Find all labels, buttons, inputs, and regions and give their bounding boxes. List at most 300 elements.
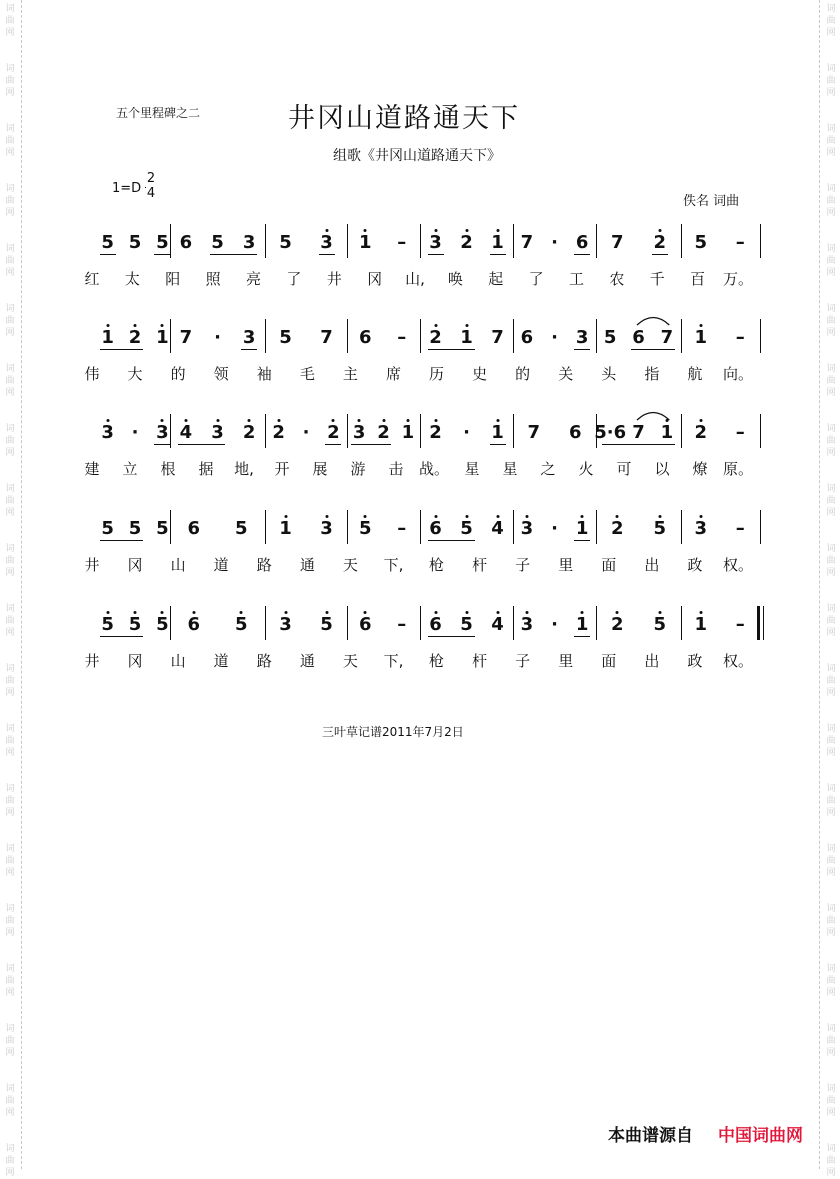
octave-dot <box>106 611 109 614</box>
watermark-char: 词 <box>5 904 15 914</box>
watermark-char: 网 <box>5 688 15 698</box>
jianpu-note: 6 <box>632 327 645 348</box>
jianpu-note: 2 <box>128 327 142 348</box>
watermark-char: 词 <box>5 484 15 494</box>
bar-line <box>681 319 682 353</box>
underline-beat <box>490 444 506 445</box>
bar-line <box>420 510 421 544</box>
lyric-syllable: 燎 <box>692 460 708 478</box>
jianpu-note: 5 <box>653 518 667 539</box>
watermark-char: 网 <box>5 28 15 38</box>
watermark-char: 曲 <box>5 856 15 866</box>
lyric-syllable: 天 <box>342 556 358 574</box>
octave-dot <box>699 515 702 518</box>
watermark-char: 网 <box>826 988 836 998</box>
jianpu-note: 2 <box>327 422 340 443</box>
watermark-char: 曲 <box>826 16 836 26</box>
watermark-char: 网 <box>5 808 15 818</box>
watermark-char: 词 <box>826 4 836 14</box>
lyric-syllable: 以 <box>654 460 670 478</box>
lyric-syllable: 星 <box>502 460 518 478</box>
bar-line <box>760 224 761 258</box>
watermark-char: 曲 <box>826 796 836 806</box>
lyric-syllable: 道 <box>213 652 229 670</box>
watermark-char: 网 <box>826 568 836 578</box>
underline-beat <box>490 254 506 255</box>
underline-beat <box>100 254 116 255</box>
jianpu-note: 2 <box>242 422 256 443</box>
jianpu-note: 5 <box>653 614 667 635</box>
lyric-syllable: 历 <box>429 365 445 383</box>
jianpu-note: 3 <box>352 422 366 443</box>
dot-note: · <box>551 614 558 635</box>
lyric-syllable: 冈 <box>127 652 143 670</box>
dash-note: – <box>735 518 745 539</box>
octave-dot <box>364 229 367 232</box>
underline-beat <box>178 444 226 445</box>
lyric-syllable: 太 <box>124 270 140 288</box>
underline-beat <box>100 636 143 637</box>
watermark-char: 曲 <box>826 196 836 206</box>
octave-dot <box>284 515 287 518</box>
dot-note: · <box>551 327 558 348</box>
lyric-syllable: 战。 <box>418 460 450 478</box>
octave-dot <box>496 611 499 614</box>
lyric-syllable: 阳 <box>165 270 181 288</box>
lyric-syllable: 地, <box>234 460 254 478</box>
lyric-syllable: 可 <box>616 460 632 478</box>
credit-label: 佚名 词曲 <box>683 194 740 209</box>
watermark-char: 曲 <box>826 316 836 326</box>
lyric-syllable: 头 <box>601 365 617 383</box>
jianpu-note: 3 <box>242 232 256 253</box>
dash-note: – <box>735 614 745 635</box>
bar-line <box>596 606 597 640</box>
lyric-syllable: 席 <box>385 365 401 383</box>
jianpu-note: 5 <box>358 518 372 539</box>
watermark-char: 网 <box>826 1108 836 1118</box>
watermark-char: 词 <box>826 604 836 614</box>
song-title: 井冈山道路通天下 <box>288 103 520 134</box>
lyric-syllable: 主 <box>342 365 358 383</box>
bar-line <box>420 606 421 640</box>
bar-line <box>265 414 266 448</box>
jianpu-note: 3 <box>101 422 114 443</box>
jianpu-note: 5 <box>101 614 114 635</box>
jianpu-note: 5·6 <box>594 422 627 443</box>
dash-note: – <box>397 518 407 539</box>
jianpu-note: 2 <box>429 327 442 348</box>
watermark-char: 网 <box>5 268 15 278</box>
jianpu-note: 5 <box>156 614 169 635</box>
underline-beat <box>319 254 335 255</box>
bar-line <box>420 319 421 353</box>
watermark-char: 词 <box>826 1024 836 1034</box>
lyric-syllable: 通 <box>299 556 315 574</box>
octave-dot <box>465 515 468 518</box>
watermark-char: 网 <box>5 208 15 218</box>
lyric-syllable: 了 <box>286 270 302 288</box>
bar-line <box>265 510 266 544</box>
jianpu-note: 6 <box>187 518 201 539</box>
underline-beat <box>574 636 590 637</box>
lyric-syllable: 里 <box>558 556 574 574</box>
watermark-char: 曲 <box>826 496 836 506</box>
lyric-syllable: 伟 <box>84 365 100 383</box>
watermark-char: 曲 <box>826 136 836 146</box>
watermark-char: 曲 <box>826 556 836 566</box>
octave-dot <box>496 229 499 232</box>
song-subtitle: 组歌《井冈山道路通天下》 <box>333 148 501 164</box>
watermark-char: 曲 <box>826 76 836 86</box>
watermark-char: 网 <box>826 388 836 398</box>
dash-note: – <box>735 232 745 253</box>
left-margin-strip <box>0 0 22 1178</box>
lyric-syllable: 了 <box>528 270 544 288</box>
jianpu-note: 6 <box>358 327 372 348</box>
octave-dot <box>581 611 584 614</box>
underline-beat <box>602 444 675 445</box>
jianpu-note: 5 <box>603 327 617 348</box>
lyric-syllable: 起 <box>488 270 504 288</box>
bar-line <box>596 510 597 544</box>
bar-line <box>513 606 514 640</box>
watermark-char: 曲 <box>826 616 836 626</box>
jianpu-note: 7 <box>632 422 645 443</box>
watermark-char: 网 <box>5 628 15 638</box>
dot-note: · <box>131 422 139 443</box>
watermark-char: 曲 <box>5 616 15 626</box>
watermark-char: 曲 <box>5 796 15 806</box>
jianpu-note: 7 <box>491 327 504 348</box>
jianpu-note: 6 <box>358 614 372 635</box>
jianpu-note: 7 <box>179 327 193 348</box>
lyric-syllable: 冈 <box>127 556 143 574</box>
jianpu-note: 1 <box>660 422 674 443</box>
jianpu-note: 3 <box>520 518 534 539</box>
watermark-char: 词 <box>826 544 836 554</box>
octave-dot <box>616 611 619 614</box>
underline-beat <box>351 444 391 445</box>
jianpu-note: 2 <box>429 422 442 443</box>
octave-dot <box>240 611 243 614</box>
underline-beat <box>652 254 668 255</box>
lyric-syllable: 立 <box>122 460 138 478</box>
underline-beat <box>428 254 444 255</box>
lyric-syllable: 开 <box>274 460 290 478</box>
watermark-char: 词 <box>5 664 15 674</box>
octave-dot <box>525 515 528 518</box>
lyric-syllable: 星 <box>464 460 480 478</box>
watermark-char: 词 <box>826 904 836 914</box>
jianpu-note: 5 <box>101 232 114 253</box>
watermark-char: 词 <box>5 1024 15 1034</box>
underline-beat <box>210 254 258 255</box>
bar-line <box>681 224 682 258</box>
watermark-char: 词 <box>5 964 15 974</box>
watermark-char: 词 <box>826 964 836 974</box>
jianpu-note: 5 <box>460 614 473 635</box>
lyric-syllable: 面 <box>601 556 617 574</box>
watermark-char: 词 <box>826 1084 836 1094</box>
watermark-char: 曲 <box>826 676 836 686</box>
brand-label: 中国词曲网 <box>718 1126 803 1146</box>
lyric-syllable: 通 <box>299 652 315 670</box>
octave-dot <box>658 611 661 614</box>
jianpu-note: 5 <box>460 518 473 539</box>
jianpu-note: 1 <box>575 614 589 635</box>
watermark-char: 曲 <box>5 556 15 566</box>
lyric-syllable: 枪 <box>429 556 445 574</box>
watermark-char: 词 <box>5 544 15 554</box>
jianpu-note: 4 <box>491 518 504 539</box>
lyric-syllable: 井 <box>84 652 100 670</box>
watermark-char: 词 <box>5 1144 15 1154</box>
octave-dot <box>161 324 164 327</box>
jianpu-note: 5 <box>211 232 224 253</box>
watermark-char: 网 <box>5 1168 15 1178</box>
lyric-syllable: 毛 <box>299 365 315 383</box>
jianpu-note: 3 <box>575 327 589 348</box>
watermark-char: 网 <box>826 208 836 218</box>
watermark-char: 网 <box>5 928 15 938</box>
jianpu-note: 3 <box>320 232 333 253</box>
watermark-char: 曲 <box>5 976 15 986</box>
dash-note: – <box>397 327 407 348</box>
bar-line <box>347 414 348 448</box>
watermark-char: 曲 <box>826 1036 836 1046</box>
watermark-char: 词 <box>826 724 836 734</box>
watermark-char: 网 <box>5 568 15 578</box>
bar-line <box>513 414 514 448</box>
jianpu-note: 6 <box>179 232 193 253</box>
jianpu-note: 3 <box>429 232 442 253</box>
jianpu-note: 2 <box>653 232 667 253</box>
bar-line <box>347 224 348 258</box>
left-dashed-line <box>21 0 22 1169</box>
jianpu-note: 5 <box>156 518 169 539</box>
right-dashed-line <box>819 0 820 1169</box>
dot-note: · <box>302 422 310 443</box>
jianpu-note: 2 <box>460 232 473 253</box>
underline-beat <box>574 254 590 255</box>
watermark-char: 曲 <box>5 76 15 86</box>
watermark-char: 网 <box>5 448 15 458</box>
octave-dot <box>216 419 219 422</box>
lyric-syllable: 政 <box>687 556 703 574</box>
lyric-syllable: 火 <box>578 460 594 478</box>
bar-line <box>760 319 761 353</box>
watermark-char: 词 <box>5 364 15 374</box>
watermark-char: 网 <box>5 508 15 518</box>
lyric-syllable: 路 <box>256 556 272 574</box>
octave-dot <box>465 611 468 614</box>
lyric-syllable: 亮 <box>245 270 262 288</box>
lyric-syllable: 农 <box>609 270 625 288</box>
watermark-char: 网 <box>5 88 15 98</box>
octave-dot <box>134 324 137 327</box>
bar-line <box>170 510 171 544</box>
watermark-char: 词 <box>826 244 836 254</box>
bar-line <box>596 319 597 353</box>
jianpu-note: 5 <box>101 518 114 539</box>
octave-dot <box>465 324 468 327</box>
slur-arc <box>636 314 670 326</box>
bar-line <box>347 510 348 544</box>
watermark-char: 曲 <box>5 436 15 446</box>
octave-dot <box>525 611 528 614</box>
watermark-char: 词 <box>826 844 836 854</box>
watermark-char: 网 <box>826 1168 836 1178</box>
octave-dot <box>184 419 187 422</box>
underline-beat <box>325 444 341 445</box>
watermark-char: 曲 <box>5 196 15 206</box>
jianpu-note: 1 <box>575 518 589 539</box>
watermark-char: 曲 <box>826 976 836 986</box>
lyric-syllable: 领 <box>213 365 229 383</box>
lyric-syllable: 据 <box>198 460 214 478</box>
lyric-syllable: 的 <box>170 365 186 383</box>
watermark-char: 网 <box>826 508 836 518</box>
lyric-syllable: 山, <box>405 270 425 288</box>
jianpu-note: 4 <box>179 422 193 443</box>
watermark-char: 曲 <box>826 436 836 446</box>
watermark-char: 词 <box>826 304 836 314</box>
bar-line <box>596 224 597 258</box>
octave-dot <box>496 515 499 518</box>
dash-note: – <box>397 232 407 253</box>
jianpu-note: 1 <box>694 614 708 635</box>
bar-line <box>681 606 682 640</box>
watermark-char: 词 <box>5 844 15 854</box>
jianpu-note: 5 <box>128 518 142 539</box>
jianpu-note: 3 <box>211 422 224 443</box>
lyric-syllable: 出 <box>644 556 660 574</box>
lyric-syllable: 井 <box>84 556 100 574</box>
underline-beat <box>154 444 170 445</box>
dash-note: – <box>735 422 745 443</box>
watermark-char: 词 <box>826 364 836 374</box>
lyric-syllable: 山 <box>170 652 186 670</box>
lyric-syllable: 游 <box>350 460 366 478</box>
watermark-char: 曲 <box>826 256 836 266</box>
bar-line <box>265 606 266 640</box>
jianpu-note: 5 <box>128 614 142 635</box>
octave-dot <box>581 515 584 518</box>
watermark-char: 词 <box>826 424 836 434</box>
lyric-syllable: 杆 <box>472 556 488 574</box>
octave-dot <box>161 611 164 614</box>
dot-note: · <box>214 327 221 348</box>
lyric-syllable: 井 <box>326 270 342 288</box>
time-top: 2 <box>146 171 156 186</box>
jianpu-note: 3 <box>156 422 169 443</box>
watermark-char: 曲 <box>826 1096 836 1106</box>
watermark-char: 网 <box>826 28 836 38</box>
watermark-char: 网 <box>826 808 836 818</box>
watermark-char: 词 <box>5 424 15 434</box>
octave-dot <box>134 611 137 614</box>
bar-line <box>420 224 421 258</box>
jianpu-note: 7 <box>660 327 674 348</box>
watermark-char: 词 <box>5 1084 15 1094</box>
jianpu-note: 1 <box>401 422 415 443</box>
right-margin-strip <box>818 0 840 1178</box>
jianpu-note: 7 <box>610 232 624 253</box>
lyric-syllable: 出 <box>644 652 660 670</box>
octave-dot <box>364 611 367 614</box>
octave-dot <box>496 419 499 422</box>
bar-line <box>760 510 761 544</box>
watermark-char: 曲 <box>826 376 836 386</box>
source-label: 本曲谱源自 <box>608 1126 693 1146</box>
watermark-char: 曲 <box>826 856 836 866</box>
underline-beat <box>631 349 675 350</box>
jianpu-note: 6 <box>575 232 589 253</box>
dot-note: · <box>463 422 470 443</box>
watermark-char: 网 <box>826 268 836 278</box>
jianpu-note: 6 <box>187 614 201 635</box>
jianpu-note: 1 <box>279 518 292 539</box>
watermark-char: 曲 <box>5 1036 15 1046</box>
jianpu-note: 6 <box>429 614 442 635</box>
watermark-char: 网 <box>5 1108 15 1118</box>
jianpu-note: 3 <box>242 327 256 348</box>
jianpu-note: 2 <box>610 518 624 539</box>
watermark-char: 网 <box>5 988 15 998</box>
watermark-char: 网 <box>5 868 15 878</box>
jianpu-note: 1 <box>694 327 708 348</box>
jianpu-note: 5 <box>320 614 333 635</box>
watermark-char: 曲 <box>5 256 15 266</box>
lyric-syllable: 工 <box>568 270 585 288</box>
transcriber-note: 三叶草记谱2011年7月2日 <box>322 725 464 739</box>
octave-dot <box>434 324 437 327</box>
octave-dot <box>434 229 437 232</box>
bar-line <box>757 606 764 640</box>
octave-dot <box>332 419 335 422</box>
underline-beat <box>574 349 590 350</box>
jianpu-note: 6 <box>520 327 534 348</box>
octave-dot <box>406 419 409 422</box>
bar-line <box>265 224 266 258</box>
jianpu-note: 1 <box>460 327 473 348</box>
watermark-char: 网 <box>5 328 15 338</box>
octave-dot <box>658 515 661 518</box>
octave-dot <box>358 419 361 422</box>
lyric-syllable: 袖 <box>256 365 272 383</box>
lyric-syllable: 山 <box>170 556 186 574</box>
octave-dot <box>616 515 619 518</box>
lyric-syllable: 政 <box>687 652 703 670</box>
bar-line <box>347 319 348 353</box>
bar-line <box>513 319 514 353</box>
bar-line <box>347 606 348 640</box>
octave-dot <box>161 419 164 422</box>
jianpu-note: 5 <box>234 518 248 539</box>
jianpu-note: 6 <box>568 422 582 443</box>
bar-line <box>170 414 171 448</box>
lyric-syllable: 道 <box>213 556 229 574</box>
lyric-syllable: 史 <box>472 365 488 383</box>
watermark-char: 网 <box>826 928 836 938</box>
bar-line <box>170 606 171 640</box>
lyric-syllable: 的 <box>515 365 531 383</box>
watermark-char: 网 <box>5 148 15 158</box>
jianpu-note: 4 <box>491 614 504 635</box>
jianpu-note: 3 <box>320 518 333 539</box>
lyric-syllable: 原。 <box>722 460 754 478</box>
